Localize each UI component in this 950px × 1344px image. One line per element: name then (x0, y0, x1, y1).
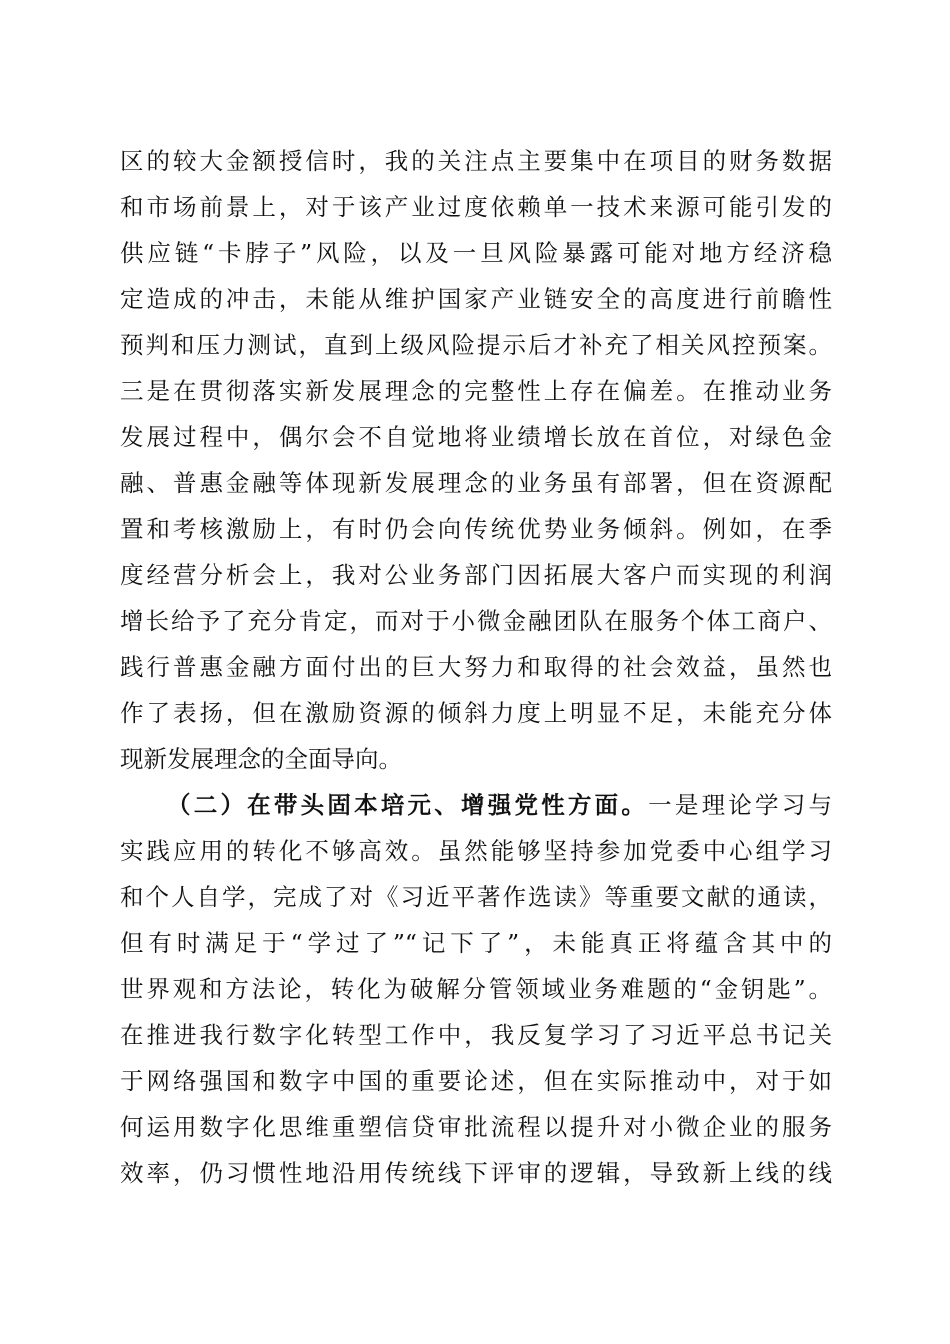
section-heading: （二）在带头固本培元、增强党性方面。 (167, 791, 649, 819)
text-line: 供应链“卡脖子”风险，以及一旦风险暴露可能对地方经济稳 (120, 239, 832, 267)
section-heading-continuation: 一是理论学习与 (648, 791, 832, 819)
text-line: 发展过程中，偶尔会不自觉地将业绩增长放在首位，对绿色金 (120, 423, 832, 451)
text-line: 融、普惠金融等体现新发展理念的业务虽有部署，但在资源配 (120, 469, 832, 497)
text-line: 作了表扬，但在激励资源的倾斜力度上明显不足，未能充分体 (120, 699, 832, 727)
section-heading-line (120, 782, 832, 828)
text-line: 定造成的冲击，未能从维护国家产业链安全的高度进行前瞻性 (120, 285, 832, 313)
body-text (120, 138, 832, 1196)
text-line: 预判和压力测试，直到上级风险提示后才补充了相关风控预案。 (120, 331, 832, 359)
text-line: 于网络强国和数字中国的重要论述，但在实际推动中，对于如 (120, 1067, 832, 1095)
text-line: 世界观和方法论，转化为破解分管领域业务难题的“金钥匙”。 (120, 975, 832, 1003)
text-line: 践行普惠金融方面付出的巨大努力和取得的社会效益，虽然也 (120, 653, 832, 681)
text-line: 但有时满足于“学过了”“记下了”，未能真正将蕴含其中的 (120, 929, 832, 957)
text-line: 三是在贯彻落实新发展理念的完整性上存在偏差。在推动业务 (120, 377, 832, 405)
text-line: 实践应用的转化不够高效。虽然能够坚持参加党委中心组学习 (120, 837, 832, 865)
text-line: 效率，仍习惯性地沿用传统线下评审的逻辑，导致新上线的线 (120, 1159, 832, 1187)
text-line: 度经营分析会上，我对公业务部门因拓展大客户而实现的利润 (120, 561, 832, 589)
text-line: 在推进我行数字化转型工作中，我反复学习了习近平总书记关 (120, 1021, 832, 1049)
text-line: 增长给予了充分肯定，而对于小微金融团队在服务个体工商户、 (120, 607, 832, 635)
text-line: 现新发展理念的全面导向。 (120, 745, 402, 773)
text-line: 和个人自学，完成了对《习近平著作选读》等重要文献的通读， (120, 883, 832, 911)
text-line: 置和考核激励上，有时仍会向传统优势业务倾斜。例如，在季 (120, 515, 832, 543)
text-line: 区的较大金额授信时，我的关注点主要集中在项目的财务数据 (120, 147, 832, 175)
text-line: 和市场前景上，对于该产业过度依赖单一技术来源可能引发的 (120, 193, 832, 221)
text-line: 何运用数字化思维重塑信贷审批流程以提升对小微企业的服务 (120, 1113, 832, 1141)
